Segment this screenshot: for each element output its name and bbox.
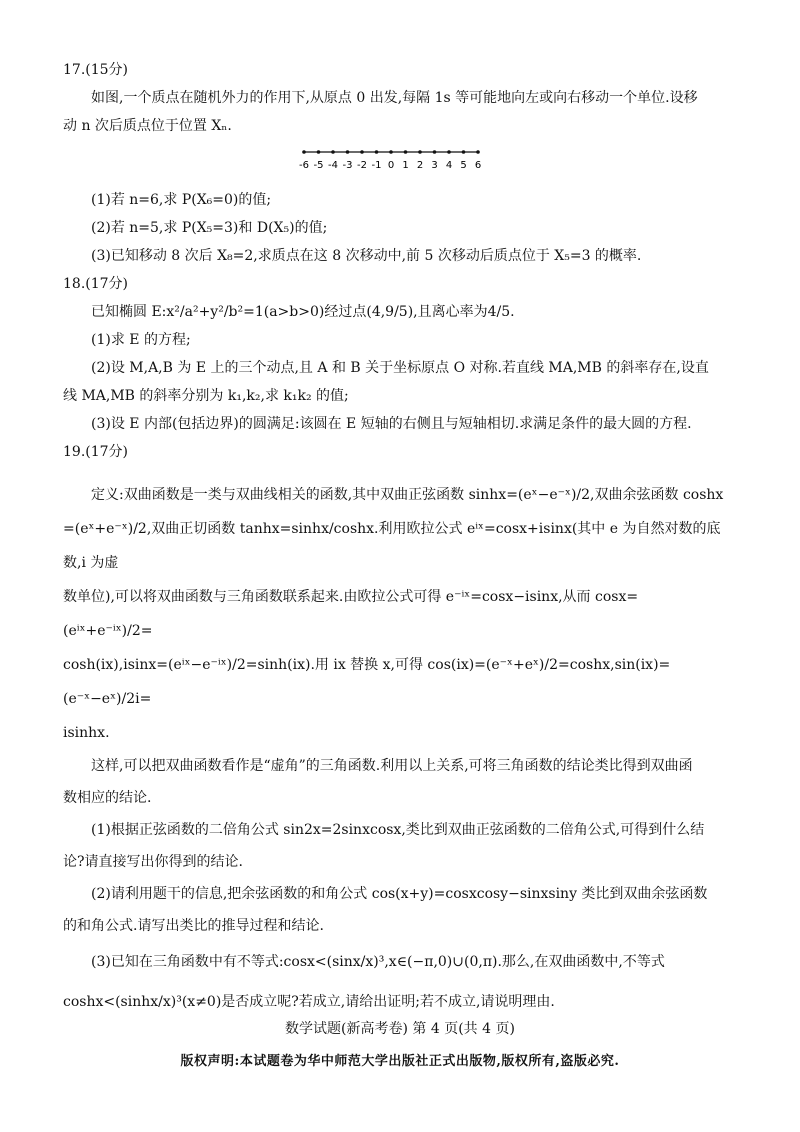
- q17-part1: (1)若 n=6,求 P(X₆=0)的值;: [91, 192, 272, 208]
- number-line-point: [418, 150, 422, 154]
- number-line-figure: [298, 144, 727, 184]
- q17-part2: (2)若 n=5,求 P(X₅=3)和 D(X₅)的值;: [91, 220, 328, 236]
- copyright-notice: 版权声明:本试题卷为华中师范大学出版社正式出版物,版权所有,盗版必究.: [180, 1054, 620, 1069]
- exam-content: [63, 56, 727, 1022]
- q19-analogy-line2: 数相应的结论.: [63, 790, 152, 806]
- number-line-tick-label: -1: [371, 160, 382, 171]
- number-line-tick-label: 5: [460, 160, 467, 171]
- q18-given: 已知椭圆 E:x²/a²+y²/b²=1(a>b>0)经过点(4,9/5),且离心率为4/5.: [91, 304, 515, 320]
- number-line-tick-label: -4: [328, 160, 338, 171]
- q19-def-line3: 数单位),可以将双曲函数与三角函数联系起来.由欧拉公式可得 e⁻ⁱˣ=cosx−isinx,从而 cosx=(eⁱˣ+e⁻ⁱˣ)/2=: [63, 589, 639, 639]
- number-line-tick-label: -5: [313, 160, 324, 171]
- number-line: [298, 144, 488, 174]
- number-line-tick-label: 0: [387, 160, 395, 171]
- q18-part3: (3)设 E 内部(包括边界)的圆满足:该圆在 E 短轴的右侧且与短轴相切.求满足条件的最大圆的方程.: [91, 416, 692, 432]
- q19-part2-line1: (2)请利用题干的信息,把余弦函数的和角公式 cos(x+y)=cosxcosy−sinxsiny 类比到双曲余弦函数: [91, 886, 708, 902]
- number-line-point: [302, 150, 306, 154]
- number-line-tick-label: 3: [431, 160, 438, 171]
- number-line-point: [462, 150, 466, 154]
- number-line-point: [331, 150, 335, 154]
- q19-part1-line1: (1)根据正弦函数的二倍角公式 sin2x=2sinxcosx,类比到双曲正弦函数的二倍角公式,可得到什么结: [91, 822, 705, 838]
- number-line-point: [389, 150, 393, 154]
- q19-def-line4: cosh(ix),isinx=(eⁱˣ−e⁻ⁱˣ)/2=sinh(ix).用 ix 替换 x,可得 cos(ix)=(e⁻ˣ+eˣ)/2=coshx,sin(ix)=(e⁻ˣ−eˣ)/2i=: [63, 657, 671, 707]
- number-line-tick-label: 1: [402, 160, 409, 171]
- number-line-tick-label: 6: [474, 160, 482, 171]
- q19-def-line5: isinhx.: [63, 725, 110, 741]
- number-line-point: [375, 150, 379, 154]
- q18-header: 18.(17分): [63, 276, 129, 292]
- number-line-point: [476, 150, 480, 154]
- number-line-point: [346, 150, 350, 154]
- q18-part2-line2: 线 MA,MB 的斜率分别为 k₁,k₂,求 k₁k₂ 的值;: [63, 388, 349, 404]
- q19-part1-line2: 论?请直接写出你得到的结论.: [63, 854, 243, 870]
- number-line-tick-label: -6: [299, 160, 309, 171]
- q17-intro-line2: 动 n 次后质点位于位置 Xₙ.: [63, 118, 232, 134]
- q18-part1: (1)求 E 的方程;: [91, 332, 191, 348]
- spacer: [63, 466, 727, 478]
- q19-analogy-line1: 这样,可以把双曲函数看作是“虚角”的三角函数.利用以上关系,可将三角函数的结论类比得到双曲函: [91, 758, 693, 774]
- q17-header: 17.(15分): [63, 62, 129, 78]
- q17-part3: (3)已知移动 8 次后 X₈=2,求质点在这 8 次移动中,前 5 次移动后质点位于 X₅=3 的概率.: [91, 248, 642, 264]
- q19-part2-line2: 的和角公式.请写出类比的推导过程和结论.: [63, 918, 324, 934]
- number-line-tick-label: 4: [445, 160, 453, 171]
- number-line-tick-label: 2: [416, 160, 424, 171]
- number-line-tick-label: -2: [357, 160, 367, 171]
- q19-def-line1: 定义:双曲函数是一类与双曲线相关的函数,其中双曲正弦函数 sinhx=(eˣ−e⁻ˣ)/2,双曲余弦函数 coshx: [91, 487, 724, 503]
- number-line-tick-label: -3: [342, 160, 353, 171]
- q18-part2-line1: (2)设 M,A,B 为 E 上的三个动点,且 A 和 B 关于坐标原点 O 对称.若直线 MA,MB 的斜率存在,设直: [91, 360, 709, 376]
- q19-part3-line2: coshx<(sinhx/x)³(x≠0)是否成立呢?若成立,请给出证明;若不成立,请说明理由.: [63, 994, 555, 1010]
- q17-intro-line1: 如图,一个质点在随机外力的作用下,从原点 0 出发,每隔 1s 等可能地向左或向右移动一个单位.设移: [91, 90, 698, 106]
- q19-part3-line1: (3)已知在三角函数中有不等式:cosx<(sinx/x)³,x∈(−π,0)∪(0,π).那么,在双曲函数中,不等式: [91, 954, 665, 970]
- q19-def-line2: =(eˣ+e⁻ˣ)/2,双曲正切函数 tanhx=sinhx/coshx.利用欧拉公式 eⁱˣ=cosx+isinx(其中 e 为自然对数的底数,i 为虚: [63, 521, 721, 571]
- page-footer-info: 数学试题(新高考卷) 第 4 页(共 4 页): [285, 1021, 515, 1037]
- number-line-point: [447, 150, 451, 154]
- number-line-point: [433, 150, 437, 154]
- number-line-point: [360, 150, 364, 154]
- q19-header: 19.(17分): [63, 444, 129, 460]
- number-line-point: [404, 150, 408, 154]
- number-line-point: [317, 150, 321, 154]
